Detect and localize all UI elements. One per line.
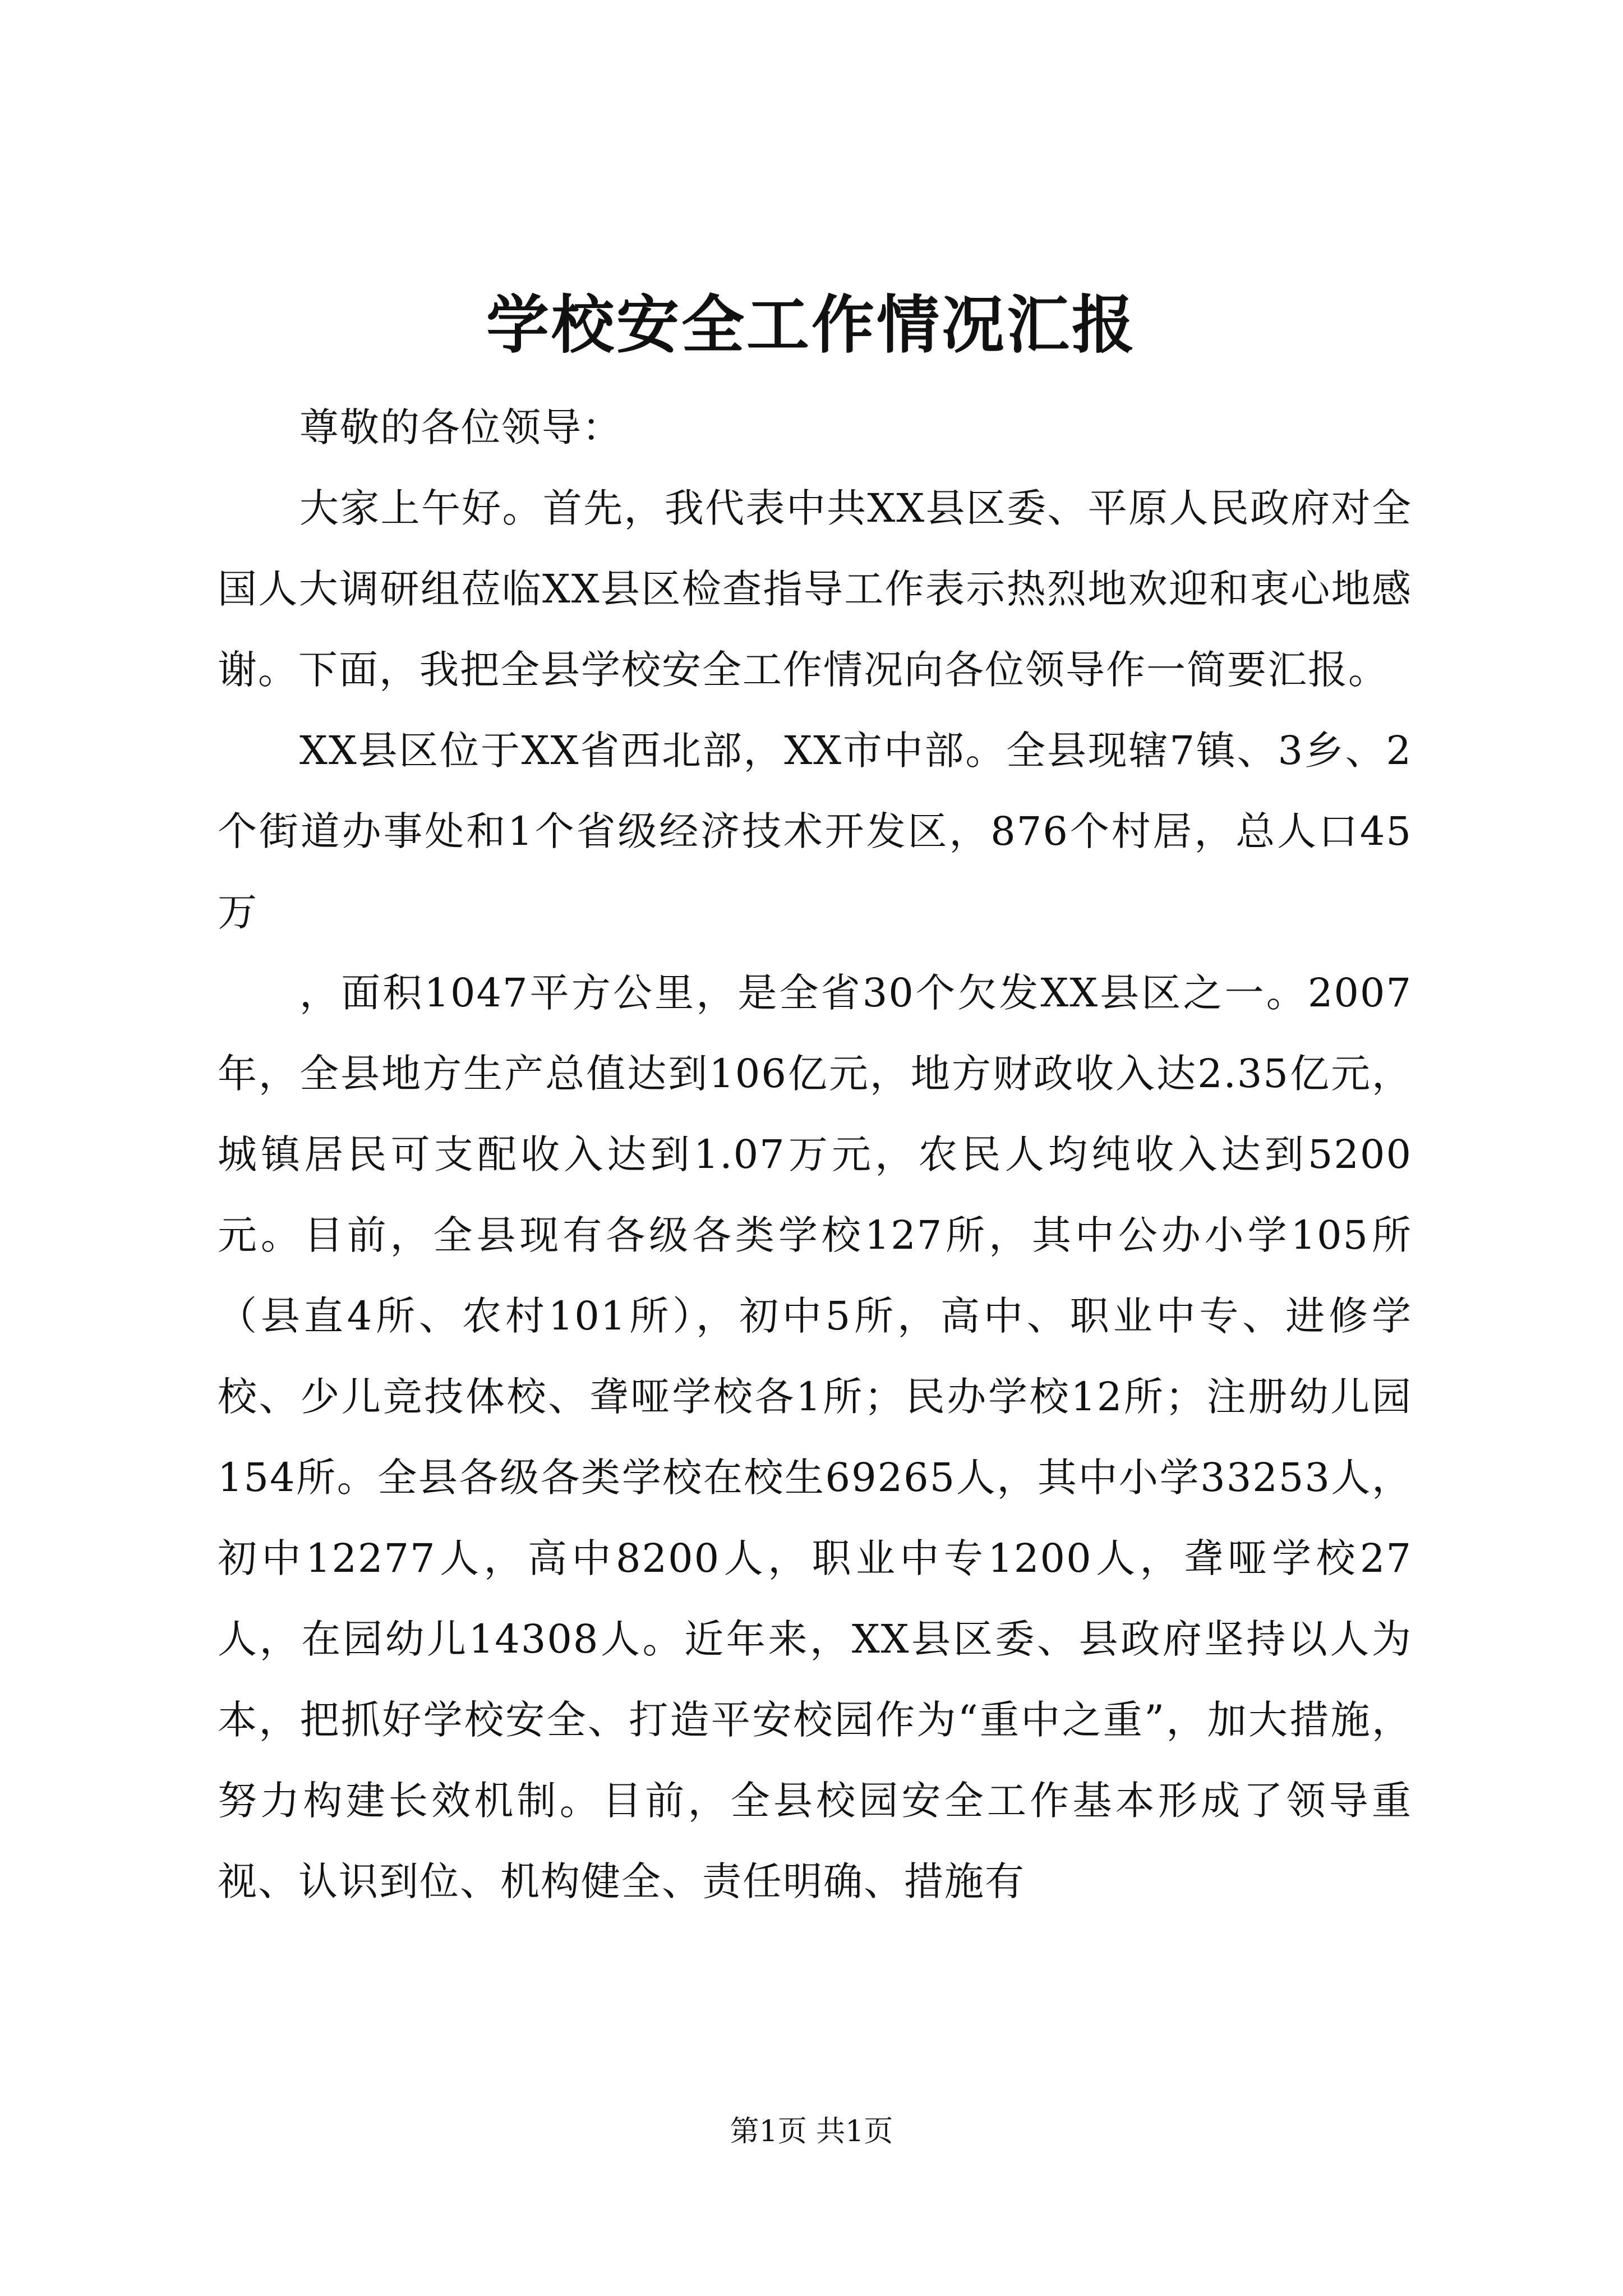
county-statistics-paragraph: ，面积1047平方公里，是全省30个欠发XX县区之一。2007年，全县地方生产总值达到106亿元，地方财政收入达2.35亿元，城镇居民可支配收入达到1.07万元，农民人均纯收入达到5200元。目前，全县现有各级各类学校127所，其中公办小学105所（县直4所、农村101所），初中5所，高中、职业中专、进修学校、少儿竞技体校、聋哑学校各1所；民办学校12所；注册幼儿园154所。全县各级各类学校在校生69265人，其中小学33253人，初中12277人，高中8200人，职业中专1200人，聋哑学校27人，在园幼儿14308人。近年来，XX县区委、县政府坚持以人为本，把抓好学校安全、打造平安校园作为“重中之重”，加大措施，努力构建长效机制。目前，全县校园安全工作基本形成了领导重视、认识到位、机构健全、责任明确、措施有 — [218, 970, 1412, 1904]
opening-paragraph: 大家上午好。首先，我代表中共XX县区委、平原人民政府对全国人大调研组莅临XX县区检查指导工作表示热烈地欢迎和衷心地感谢。下面，我把全县学校安全工作情况向各位领导作一简要汇报。 — [218, 485, 1412, 693]
document-body — [218, 387, 1412, 1922]
salutation-paragraph: 尊敬的各位领导： — [299, 404, 623, 450]
page-footer: 第1页 共1页 — [730, 2115, 893, 2148]
document-title: 学校安全工作情况汇报 — [486, 288, 1137, 362]
county-overview-paragraph: XX县区位于XX省西北部，XX市中部。全县现辖7镇、3乡、2个街道办事处和1个省级经济技术开发区，876个村居，总人口45万 — [218, 728, 1412, 935]
